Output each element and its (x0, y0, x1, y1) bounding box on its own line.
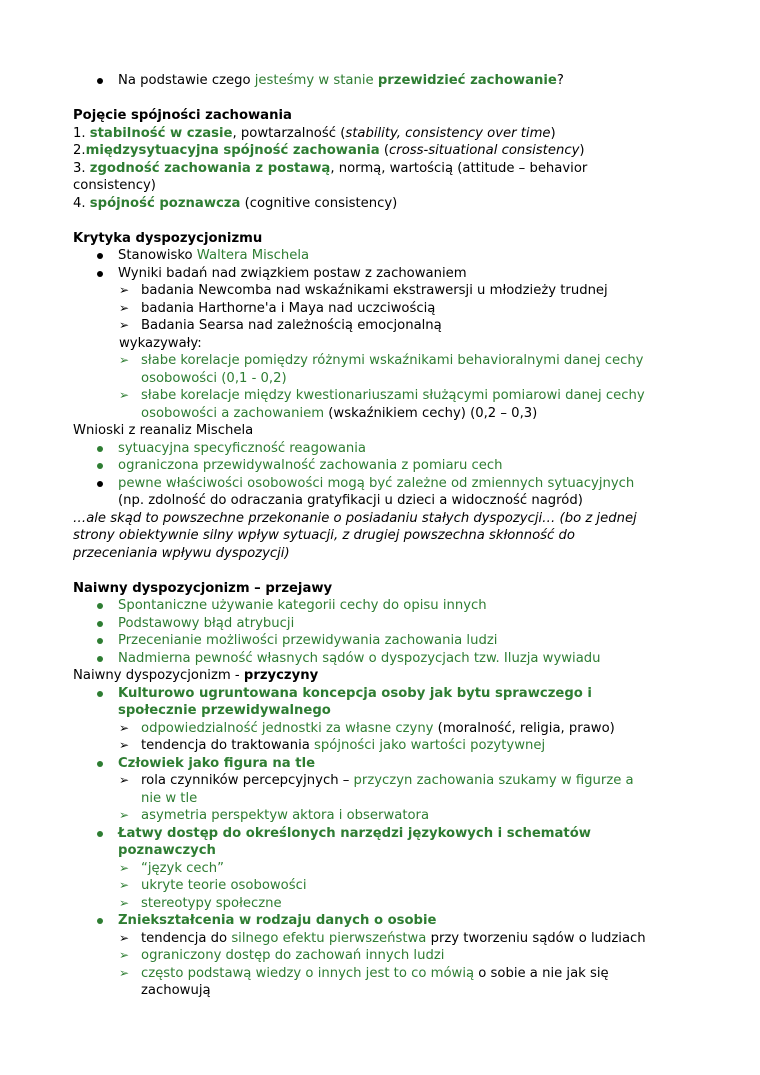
sub-item: ➢ słabe korelacje pomiędzy różnymi wskaźnikami behavioralnymi danej cechy (119, 353, 644, 368)
sub-item: ➢ odpowiedzialność jednostki za własne czyny (moralność, religia, prawo) (119, 720, 615, 736)
bullet-icon (97, 761, 103, 767)
arrow-icon: ➢ (119, 283, 130, 297)
sub-item-continuation: osobowości a zachowaniem (wskaźnikiem cechy) (0,2 – 0,3) (141, 405, 538, 421)
section-heading-spojnosc: Pojęcie spójności zachowania (73, 108, 292, 123)
bullet-item: Kulturowo ugruntowana koncepcja osoby jak bytu sprawczego i (73, 685, 693, 703)
arrow-icon: ➢ (119, 388, 130, 402)
bullet-item: Spontaniczne używanie kategorii cechy do opisu innych (73, 597, 693, 615)
bullet-icon (97, 271, 103, 277)
italic-note: …ale skąd to powszechne przekonanie o posiadaniu stałych dyspozycji… (bo z jednej (73, 510, 637, 526)
sub-item: ➢ rola czynników percepcyjnych – przyczyn zachowania szukamy w figurze a (119, 773, 634, 788)
sub-item: ➢ słabe korelacje między kwestionariuszami służącymi pomiarowi danej cechy (119, 388, 645, 403)
list-item: 3. zgodność zachowania z postawą, normą, wartością (attitude – behavior (73, 160, 588, 176)
bullet-item: pewne właściwości osobowości mogą być zależne od zmiennych sytuacyjnych (73, 475, 693, 493)
bullet-item: Podstawowy błąd atrybucji (73, 615, 693, 633)
arrow-icon: ➢ (119, 300, 130, 315)
sub-item: ➢ badania Newcomba nad wskaźnikami ekstrawersji u młodzieży trudnej (119, 283, 608, 298)
document-page (73, 72, 693, 1000)
section-heading-naiwny: Naiwny dyspozycjonizm – przejawy (73, 580, 333, 596)
section-heading-krytyka: Krytyka dyspozycjonizmu (73, 230, 263, 246)
sub-item: ➢ ukryte teorie osobowości (119, 878, 307, 893)
sub-item: ➢ tendencja do traktowania spójności jako wartości pozytywnej (119, 738, 546, 753)
sub-item-continuation: nie w tle (141, 790, 198, 806)
bullet-icon (97, 691, 103, 697)
text-line: Naiwny dyspozycjonizm - przyczyny (73, 668, 319, 683)
bullet-icon (97, 603, 103, 609)
text-line: Wnioski z reanaliz Mischela (73, 423, 254, 438)
bullet-icon (97, 638, 103, 644)
bullet-icon (97, 481, 103, 487)
list-item-continuation: consistency) (73, 178, 156, 193)
bullet-item: Stanowisko Waltera Mischela (73, 247, 693, 265)
bullet-icon (97, 621, 103, 627)
bullet-item: Nadmierna pewność własnych sądów o dyspozycjach tzw. Iluzja wywiadu (73, 650, 693, 668)
arrow-icon: ➢ (119, 878, 130, 892)
arrow-icon: ➢ (119, 738, 130, 752)
bullet-continuation: społecznie przewidywalnego (118, 703, 331, 718)
bullet-item: Zniekształcenia w rodzaju danych o osobie (73, 912, 693, 930)
bullet-icon (97, 446, 103, 452)
arrow-icon: ➢ (119, 773, 130, 787)
italic-note: przeceniania wpływu dyspozycji) (73, 545, 290, 561)
bullet-item: sytuacyjna specyficzność reagowania (73, 440, 693, 458)
bullet-continuation: (np. zdolność do odraczania gratyfikacji u dzieci a widoczność nagród) (118, 493, 583, 508)
sub-item: ➢ często podstawą wiedzy o innych jest to co mówią o sobie a nie jak się (119, 965, 609, 981)
bullet-item: Łatwy dostęp do określonych narzędzi językowych i schematów (73, 825, 693, 843)
list-item: 1. stabilność w czasie, powtarzalność (stability, consistency over time) (73, 125, 556, 141)
arrow-icon: ➢ (119, 895, 130, 910)
sub-item: ➢ stereotypy społeczne (119, 895, 282, 911)
arrow-icon: ➢ (119, 965, 130, 980)
intro-bullet: Na podstawie czego jesteśmy w stanie przewidzieć zachowanie? (73, 72, 693, 90)
bullet-item: Przecenianie możliwości przewidywania zachowania ludzi (73, 632, 693, 650)
bullet-continuation: poznawczych (118, 843, 216, 858)
bullet-icon (97, 918, 103, 924)
bullet-item: Wyniki badań nad związkiem postaw z zachowaniem (73, 265, 693, 283)
bullet-icon (97, 831, 103, 837)
arrow-icon: ➢ (119, 318, 130, 332)
bullet-icon (97, 253, 103, 259)
sub-item-continuation: osobowości (0,1 - 0,2) (141, 370, 287, 386)
arrow-icon: ➢ (119, 720, 130, 735)
list-item: 2.międzysytuacyjna spójność zachowania (cross-situational consistency) (73, 143, 585, 158)
sub-item: ➢ asymetria perspektyw aktora i obserwatora (119, 808, 430, 823)
bullet-item: Człowiek jako figura na tle (73, 755, 693, 773)
sub-item: ➢ Badania Searsa nad zależnością emocjonalną (119, 318, 442, 333)
bullet-icon (97, 78, 103, 84)
sub-item: ➢ ograniczony dostęp do zachowań innych ludzi (119, 948, 445, 963)
sub-item: ➢ badania Harthorne'a i Maya nad uczciwością (119, 300, 436, 316)
sub-item: ➢ “język cech” (119, 860, 224, 876)
text-line: wykazywały: (119, 335, 202, 351)
arrow-icon: ➢ (119, 353, 130, 367)
sub-item: ➢ tendencja do silnego efektu pierwszeństwa przy tworzeniu sądów o ludziach (119, 930, 646, 946)
arrow-icon: ➢ (119, 808, 130, 822)
list-item: 4. spójność poznawcza (cognitive consistency) (73, 195, 398, 211)
bullet-item: ograniczona przewidywalność zachowania z pomiaru cech (73, 457, 693, 475)
arrow-icon: ➢ (119, 930, 130, 945)
bullet-icon (97, 656, 103, 662)
italic-note: strony obiektywnie silny wpływ sytuacji, z drugiej powszechna skłonność do (73, 528, 575, 543)
sub-item-continuation: zachowują (141, 983, 211, 998)
bullet-icon (97, 463, 103, 469)
arrow-icon: ➢ (119, 860, 130, 875)
arrow-icon: ➢ (119, 948, 130, 962)
